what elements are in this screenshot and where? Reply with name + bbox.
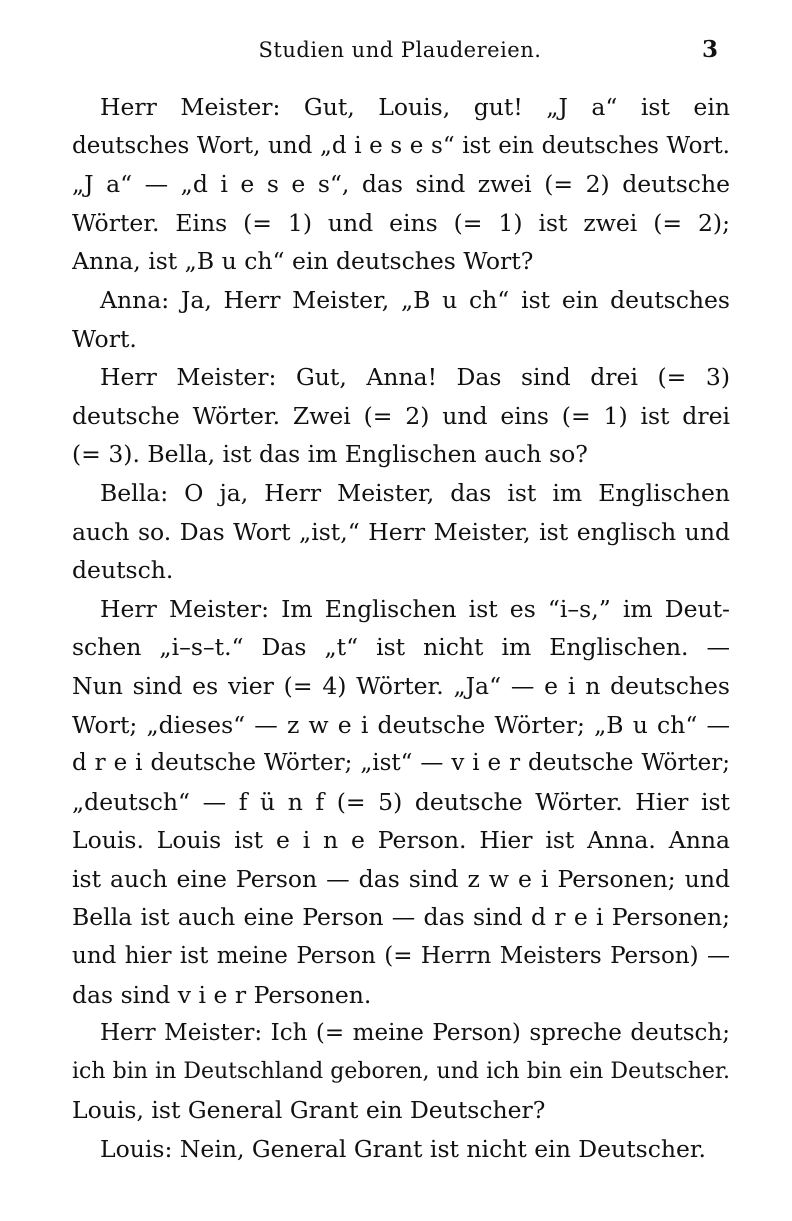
text-line: Bella ist auch eine Person — das sind d r e i Personen; xyxy=(72,903,730,932)
text-line: Louis: Nein, General Grant ist nicht ein Deutscher. xyxy=(100,1135,707,1164)
running-head xyxy=(0,38,792,68)
text-line: Wort. xyxy=(72,324,137,353)
text-line: Louis, ist General Grant ein Deutscher? xyxy=(72,1096,546,1125)
text-line: deutsches Wort, und „d i e s e s“ ist ein deutsches Wort. xyxy=(72,132,730,159)
text-line: Anna, ist „B u ch“ ein deutsches Wort? xyxy=(72,247,534,276)
text-line: Wort; „dieses“ — z w e i deutsche Wörter; „B u ch“ — xyxy=(72,710,730,739)
text-line: Bella: O ja, Herr Meister, das ist im Englischen xyxy=(100,478,730,507)
text-line: Louis. Louis ist e i n e Person. Hier ist Anna. Anna xyxy=(72,826,730,855)
text-line: ist auch eine Person — das sind z w e i Personen; und xyxy=(72,864,730,893)
text-line: d r e i deutsche Wörter; „ist“ — v i e r deutsche Wörter; xyxy=(72,750,730,777)
text-line: Herr Meister: Gut, Louis, gut! „J a“ ist ein xyxy=(100,93,730,121)
text-line: (= 3). Bella, ist das im Englischen auch so? xyxy=(72,440,588,469)
text-line: Anna: Ja, Herr Meister, „B u ch“ ist ein deutsches xyxy=(100,285,730,314)
text-line: Herr Meister: Im Englischen ist es “i–s,” im Deut- xyxy=(100,594,730,623)
text-line: und hier ist meine Person (= Herrn Meisters Person) — xyxy=(72,943,730,970)
text-line: Nun sind es vier (= 4) Wörter. „Ja“ — e i n deutsches xyxy=(72,671,730,700)
text-line: das sind v i e r Personen. xyxy=(72,980,372,1009)
text-line: Wörter. Eins (= 1) und eins (= 1) ist zwei (= 2); xyxy=(72,208,730,237)
text-line: ich bin in Deutschland geboren, und ich bin ein Deutscher. xyxy=(72,1058,730,1084)
text-line: deutsch. xyxy=(72,556,174,585)
text-line: „deutsch“ — f ü n f (= 5) deutsche Wörter. Hier ist xyxy=(72,787,730,816)
running-title: Studien und Plaudereien. xyxy=(258,38,542,62)
text-line: Herr Meister: Gut, Anna! Das sind drei (= 3) xyxy=(100,363,730,392)
text-line: Herr Meister: Ich (= meine Person) spreche deutsch; xyxy=(100,1020,730,1047)
page-number: 3 xyxy=(702,36,719,63)
text-line: deutsche Wörter. Zwei (= 2) und eins (= 1) ist drei xyxy=(72,401,730,430)
text-line: auch so. Das Wort „ist,“ Herr Meister, ist englisch und xyxy=(72,517,730,546)
text-line: „J a“ — „d i e s e s“, das sind zwei (= 2) deutsche xyxy=(72,170,730,199)
text-line: schen „i–s–t.“ Das „t“ ist nicht im Englischen. — xyxy=(72,633,730,662)
dialogue-text xyxy=(72,88,730,1169)
